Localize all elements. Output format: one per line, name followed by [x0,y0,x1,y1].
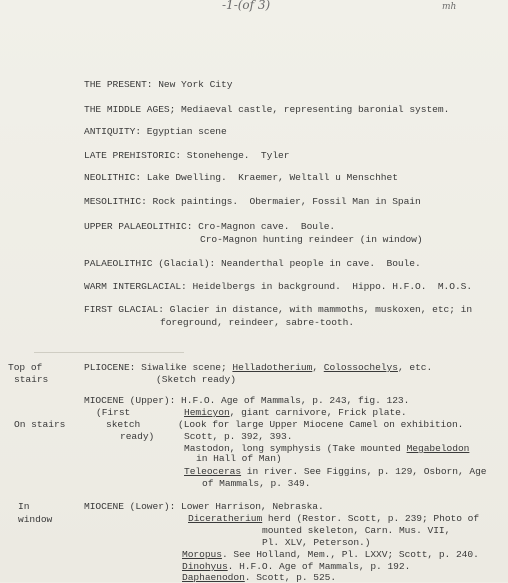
entry-text: Cro-Magnon cave. Boule. [192,221,336,232]
side-label: Top of [8,362,43,373]
entry-text: in river. See Figgins, p. 129, Osborn, Age [241,466,487,477]
mounted-line: mounted skeleton, Carn. Mus. VII, [262,525,451,536]
entry-text: herd (Restor. Scott, p. 239; Photo of [262,513,480,524]
entry-text: foreground, reindeer, sabre-tooth. [160,317,355,328]
entry-label: THE PRESENT: [84,79,153,90]
timeline-entry [160,317,354,328]
timeline-entry [84,104,449,115]
entry-label: MESOLITHIC: [84,196,147,207]
entry-text: Lower Harrison, Nebraska. [175,501,324,512]
timeline-entry [84,150,289,161]
sketch-label: sketch [106,419,141,430]
entry-text: . Scott, p. 525. [244,572,337,583]
taxon-diceratherium: Diceratherium [188,513,263,524]
timeline-entry [84,258,421,269]
look-line: (Look for large Upper Miocene Camel on exhibition. [178,419,464,430]
timeline-entry [84,79,232,90]
entry-label: MIOCENE (Upper): [84,395,176,406]
timeline-entry [84,281,472,292]
initials-mark: mh [442,2,457,12]
miocene-lower-line [84,501,324,512]
entry-text: Mastodon, long symphysis (Take mounted [184,443,401,454]
entry-text: Neanderthal people in cave. Boule. [215,258,421,269]
daphaenodon-line [182,572,336,583]
timeline-entry [84,304,472,315]
ready-label: ready) [120,431,155,442]
first-label: (First [96,407,131,418]
taxon-dinohyus: Dinohyus [182,561,228,572]
miocene-upper-line [84,395,409,406]
entry-label: PLIOCENE: [84,362,136,373]
entry-text: . See Holland, Mem., Pl. LXXV; Scott, p. 240. [221,549,479,560]
moropus-line [182,549,479,560]
side-label: In [18,501,30,512]
entry-text: H.F.O. Age of Mammals, p. 243, fig. 123. [175,395,410,406]
entry-text: Lake Dwelling. Kraemer, Weltall u Menschhet [141,172,398,183]
entry-text: Mediaeval castle, representing baronial system. [175,104,450,115]
pliocene-note: (Sketch ready) [156,374,236,385]
diceratherium-line [188,513,479,524]
entry-label: WARM INTERGLACIAL: [84,281,187,292]
entry-text: New York City [152,79,233,90]
entry-text: Siwalike scene; [135,362,227,373]
entry-text: . H.F.O. Age of Mammals, p. 192. [227,561,411,572]
entry-label: UPPER PALAEOLITHIC: [84,221,193,232]
timeline-entry [200,234,423,245]
entry-text: , etc. [397,362,433,373]
entry-text: Cro-Magnon hunting reindeer (in window) [200,234,423,245]
entry-label: LATE PREHISTORIC: [84,150,182,161]
taxon-moropus: Moropus [182,549,222,560]
entry-text: , giant carnivore, Frick plate. [229,407,407,418]
entry-text: Glacier in distance, with mammoths, muskoxen, etc; in [163,304,473,315]
dinohyus-line [182,561,410,572]
scott-line: Scott, p. 392, 393. [184,431,293,442]
entry-label: THE MIDDLE AGES; [84,104,176,115]
entry-label: ANTIQUITY: [84,126,142,137]
taxon-colossochelys: Colossochelys [323,362,398,373]
taxon-helladotherium: Helladotherium [232,362,313,373]
plate-line: Pl. XLV, Peterson.) [262,537,371,548]
pliocene-line: PLIOCENE: Siwalike scene; Helladotherium, Colossochelys, etc. [84,362,433,373]
taxon-megabelodon: Megabelodon [406,443,470,454]
entry-text: Heidelbergs in background. Hippo. H.F.O. M.O.S. [186,281,473,292]
hemicyon-line [184,407,407,418]
section-divider [34,352,184,353]
timeline-entry [84,196,421,207]
timeline-entry [84,172,398,183]
entry-text: Rock paintings. Obermaier, Fossil Man in Spain [146,196,421,207]
timeline-entry [84,126,227,137]
entry-label: FIRST GLACIAL: [84,304,164,315]
side-label: On stairs [14,419,66,430]
entry-label: PALAEOLITHIC (Glacial): [84,258,216,269]
taxon-hemicyon: Hemicyon [184,407,230,418]
teleoceras-line [184,466,487,477]
taxon-daphaenodon: Daphaenodon [182,572,245,583]
entry-text: Stonehenge. Tyler [181,150,290,161]
timeline-entry [84,221,335,232]
hall-line: in Hall of Man) [196,453,282,464]
entry-text: Egyptian scene [141,126,227,137]
mammals-line: of Mammals, p. 349. [202,478,311,489]
side-label: window [18,514,53,525]
side-label: stairs [14,374,49,385]
entry-label: NEOLITHIC: [84,172,142,183]
page-number-mark: -1-(of 3) [222,0,271,12]
taxon-teleoceras: Teleoceras [184,466,242,477]
entry-label: MIOCENE (Lower): [84,501,176,512]
